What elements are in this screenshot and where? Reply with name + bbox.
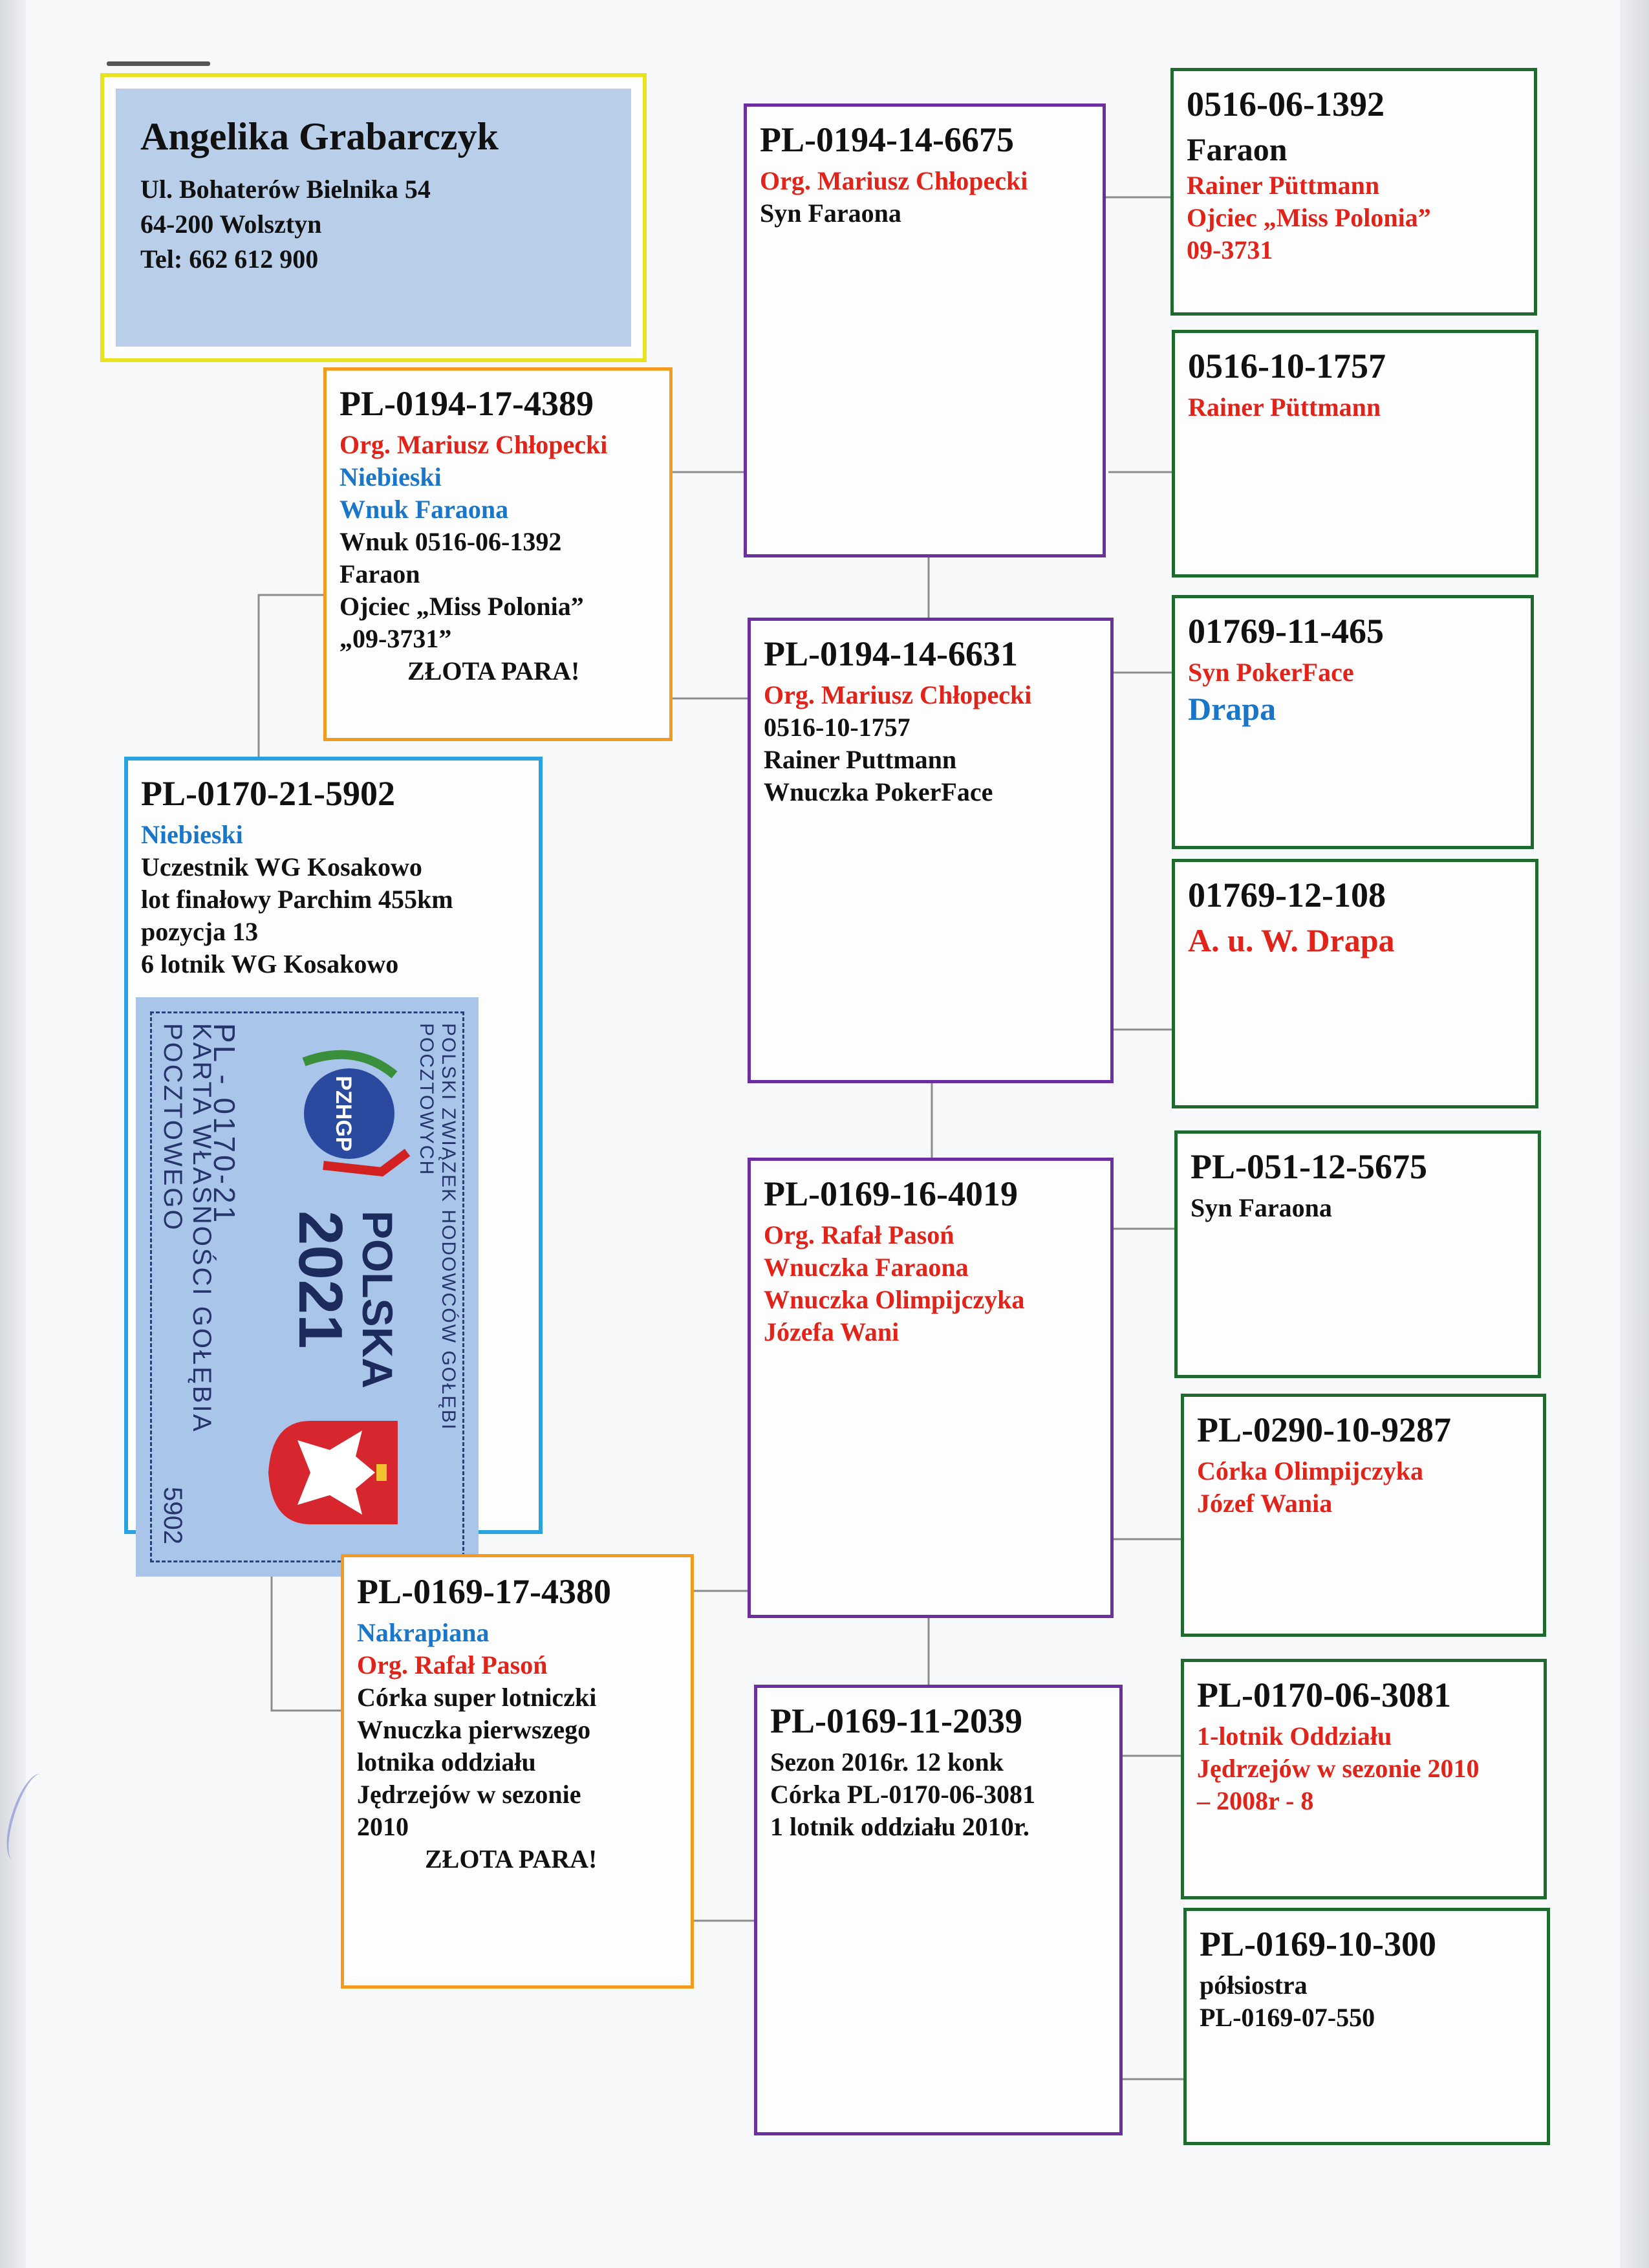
sire-title: Wnuk Faraona: [339, 494, 509, 524]
grandsire-paternal-box: [744, 103, 1106, 557]
ggp7-line: 1-lotnik Oddziału: [1197, 1721, 1392, 1751]
ggp4-name: A. u. W. Drapa: [1188, 922, 1395, 958]
granddam-paternal-box: [748, 618, 1114, 1083]
gp1-breeder: Org. Mariusz Chłopecki: [760, 166, 1028, 195]
ggp2-ring: 0516-10-1757: [1188, 347, 1386, 385]
ggp6-box: [1181, 1394, 1546, 1637]
ggp8-ring: PL-0169-10-300: [1200, 1925, 1436, 1963]
ggp7-line: – 2008r - 8: [1197, 1786, 1314, 1815]
ggp3-name: Drapa: [1188, 690, 1277, 727]
owner-box: [100, 73, 647, 362]
ggp1-ring: 0516-06-1392: [1187, 85, 1385, 124]
ggp7-ring: PL-0170-06-3081: [1197, 1676, 1451, 1714]
gp1-line: Syn Faraona: [760, 198, 901, 228]
sire-breeder: Org. Mariusz Chłopecki: [339, 429, 608, 459]
owner-name: Angelika Grabarczyk: [140, 115, 499, 158]
card-year: 2021: [286, 1211, 355, 1349]
dam-note: ZŁOTA PARA!: [425, 1844, 598, 1874]
gp3-line: Wnuczka Faraona: [764, 1252, 969, 1282]
dam-color: Nakrapiana: [357, 1617, 490, 1647]
subject-line: Uczestnik WG Kosakowo: [141, 852, 422, 881]
grandsire-maternal-box: [748, 1158, 1114, 1618]
card-ring-prefix: PL - 0170-21: [208, 1023, 241, 1226]
dam-line: Jędrzejów w sezonie: [357, 1779, 581, 1809]
gp2-line: 0516-10-1757: [764, 712, 911, 742]
ggp1-box: [1170, 68, 1537, 316]
ggp8-line: PL-0169-07-550: [1200, 2002, 1375, 2032]
ggp3-box: [1172, 595, 1534, 849]
sire-line: Wnuk 0516-06-1392: [339, 526, 562, 556]
pzhgp-logo-icon: [291, 1036, 420, 1191]
ggp5-ring: PL-051-12-5675: [1191, 1147, 1427, 1186]
ggp8-box: [1183, 1908, 1550, 2145]
gp3-breeder: Org. Rafał Pasoń: [764, 1220, 954, 1249]
ggp1-line: Rainer Püttmann: [1187, 171, 1380, 200]
gp4-ring: PL-0169-11-2039: [770, 1701, 1022, 1740]
polish-eagle-emblem-icon: [265, 1418, 401, 1528]
gp2-ring: PL-0194-14-6631: [764, 634, 1018, 673]
sire-line: „09-3731”: [339, 623, 452, 653]
granddam-maternal-box: [754, 1685, 1123, 2135]
subject-color: Niebieski: [141, 819, 243, 849]
owner-address-line2: 64-200 Wolsztyn: [140, 210, 322, 239]
sire-line: Ojciec „Miss Polonia”: [339, 591, 584, 621]
dam-line: lotnika oddziału: [357, 1747, 536, 1777]
subject-line: pozycja 13: [141, 916, 259, 946]
gp4-line: Córka PL-0170-06-3081: [770, 1779, 1035, 1809]
ggp6-line: Józef Wania: [1197, 1488, 1333, 1518]
ggp1-line: 09-3731: [1187, 235, 1273, 265]
ggp3-ring: 01769-11-465: [1188, 612, 1384, 651]
dam-line: 2010: [357, 1811, 409, 1841]
connector-subject-sire: [259, 595, 323, 762]
card-header: POLSKI ZWIĄZEK HODOWCÓW GOŁĘBI POCZTOWYCH: [416, 1023, 459, 1431]
subject-ring: PL-0170-21-5902: [141, 774, 395, 813]
ggp1-line: Ojciec „Miss Polonia”: [1187, 203, 1431, 232]
ggp2-box: [1172, 330, 1538, 578]
card-logo-text: PZHGP: [331, 1075, 356, 1152]
owner-info: [116, 89, 631, 347]
dam-line: Córka super lotniczki: [357, 1682, 597, 1712]
dam-ring: PL-0169-17-4380: [357, 1572, 611, 1611]
sire-ring: PL-0194-17-4389: [339, 384, 594, 423]
sire-line: Faraon: [339, 559, 420, 589]
gp3-line: Wnuczka Olimpijczyka: [764, 1284, 1025, 1314]
owner-address-line1: Ul. Bohaterów Bielnika 54: [140, 175, 431, 204]
sire-box: [323, 367, 673, 741]
ggp7-line: Jędrzejów w sezonie 2010: [1197, 1753, 1480, 1783]
ggp1-name: Faraon: [1187, 131, 1288, 167]
subject-line: 6 lotnik WG Kosakowo: [141, 949, 399, 978]
ggp5-line: Syn Faraona: [1191, 1193, 1332, 1222]
card-country: POLSKA: [354, 1211, 402, 1389]
connector-subject-dam: [272, 1577, 343, 1711]
ggp8-line: półsiostra: [1200, 1970, 1308, 2000]
ggp5-box: [1174, 1130, 1541, 1378]
dam-line: Wnuczka pierwszego: [357, 1714, 591, 1744]
card-title: KARTA WŁASNOŚCI GOŁĘBIA POCZTOWEGO: [158, 1023, 216, 1432]
sire-note: ZŁOTA PARA!: [407, 656, 580, 686]
gp4-line: Sezon 2016r. 12 konk: [770, 1747, 1004, 1777]
ggp6-ring: PL-0290-10-9287: [1197, 1410, 1451, 1449]
owner-phone: Tel: 662 612 900: [140, 244, 319, 274]
gp3-line: Józefa Wani: [764, 1317, 900, 1346]
card-serial: 5902: [158, 1487, 187, 1544]
ggp7-box: [1181, 1659, 1547, 1899]
gp2-breeder: Org. Mariusz Chłopecki: [764, 680, 1032, 709]
gp2-line: Wnuczka PokerFace: [764, 777, 993, 806]
ggp4-box: [1172, 859, 1538, 1108]
gp1-ring: PL-0194-14-6675: [760, 120, 1014, 159]
gp2-line: Rainer Puttmann: [764, 744, 957, 774]
gp4-line: 1 lotnik oddziału 2010r.: [770, 1811, 1029, 1841]
ownership-card: [136, 997, 479, 1577]
ggp6-line: Córka Olimpijczyka: [1197, 1456, 1423, 1485]
sire-color: Niebieski: [339, 462, 442, 491]
ggp4-ring: 01769-12-108: [1188, 876, 1386, 914]
ggp2-line: Rainer Püttmann: [1188, 392, 1381, 422]
ggp3-line: Syn PokerFace: [1188, 657, 1354, 687]
dam-box: [341, 1554, 694, 1989]
subject-line: lot finałowy Parchim 455km: [141, 884, 453, 914]
dam-breeder: Org. Rafał Pasoń: [357, 1650, 548, 1679]
gp3-ring: PL-0169-16-4019: [764, 1174, 1018, 1213]
